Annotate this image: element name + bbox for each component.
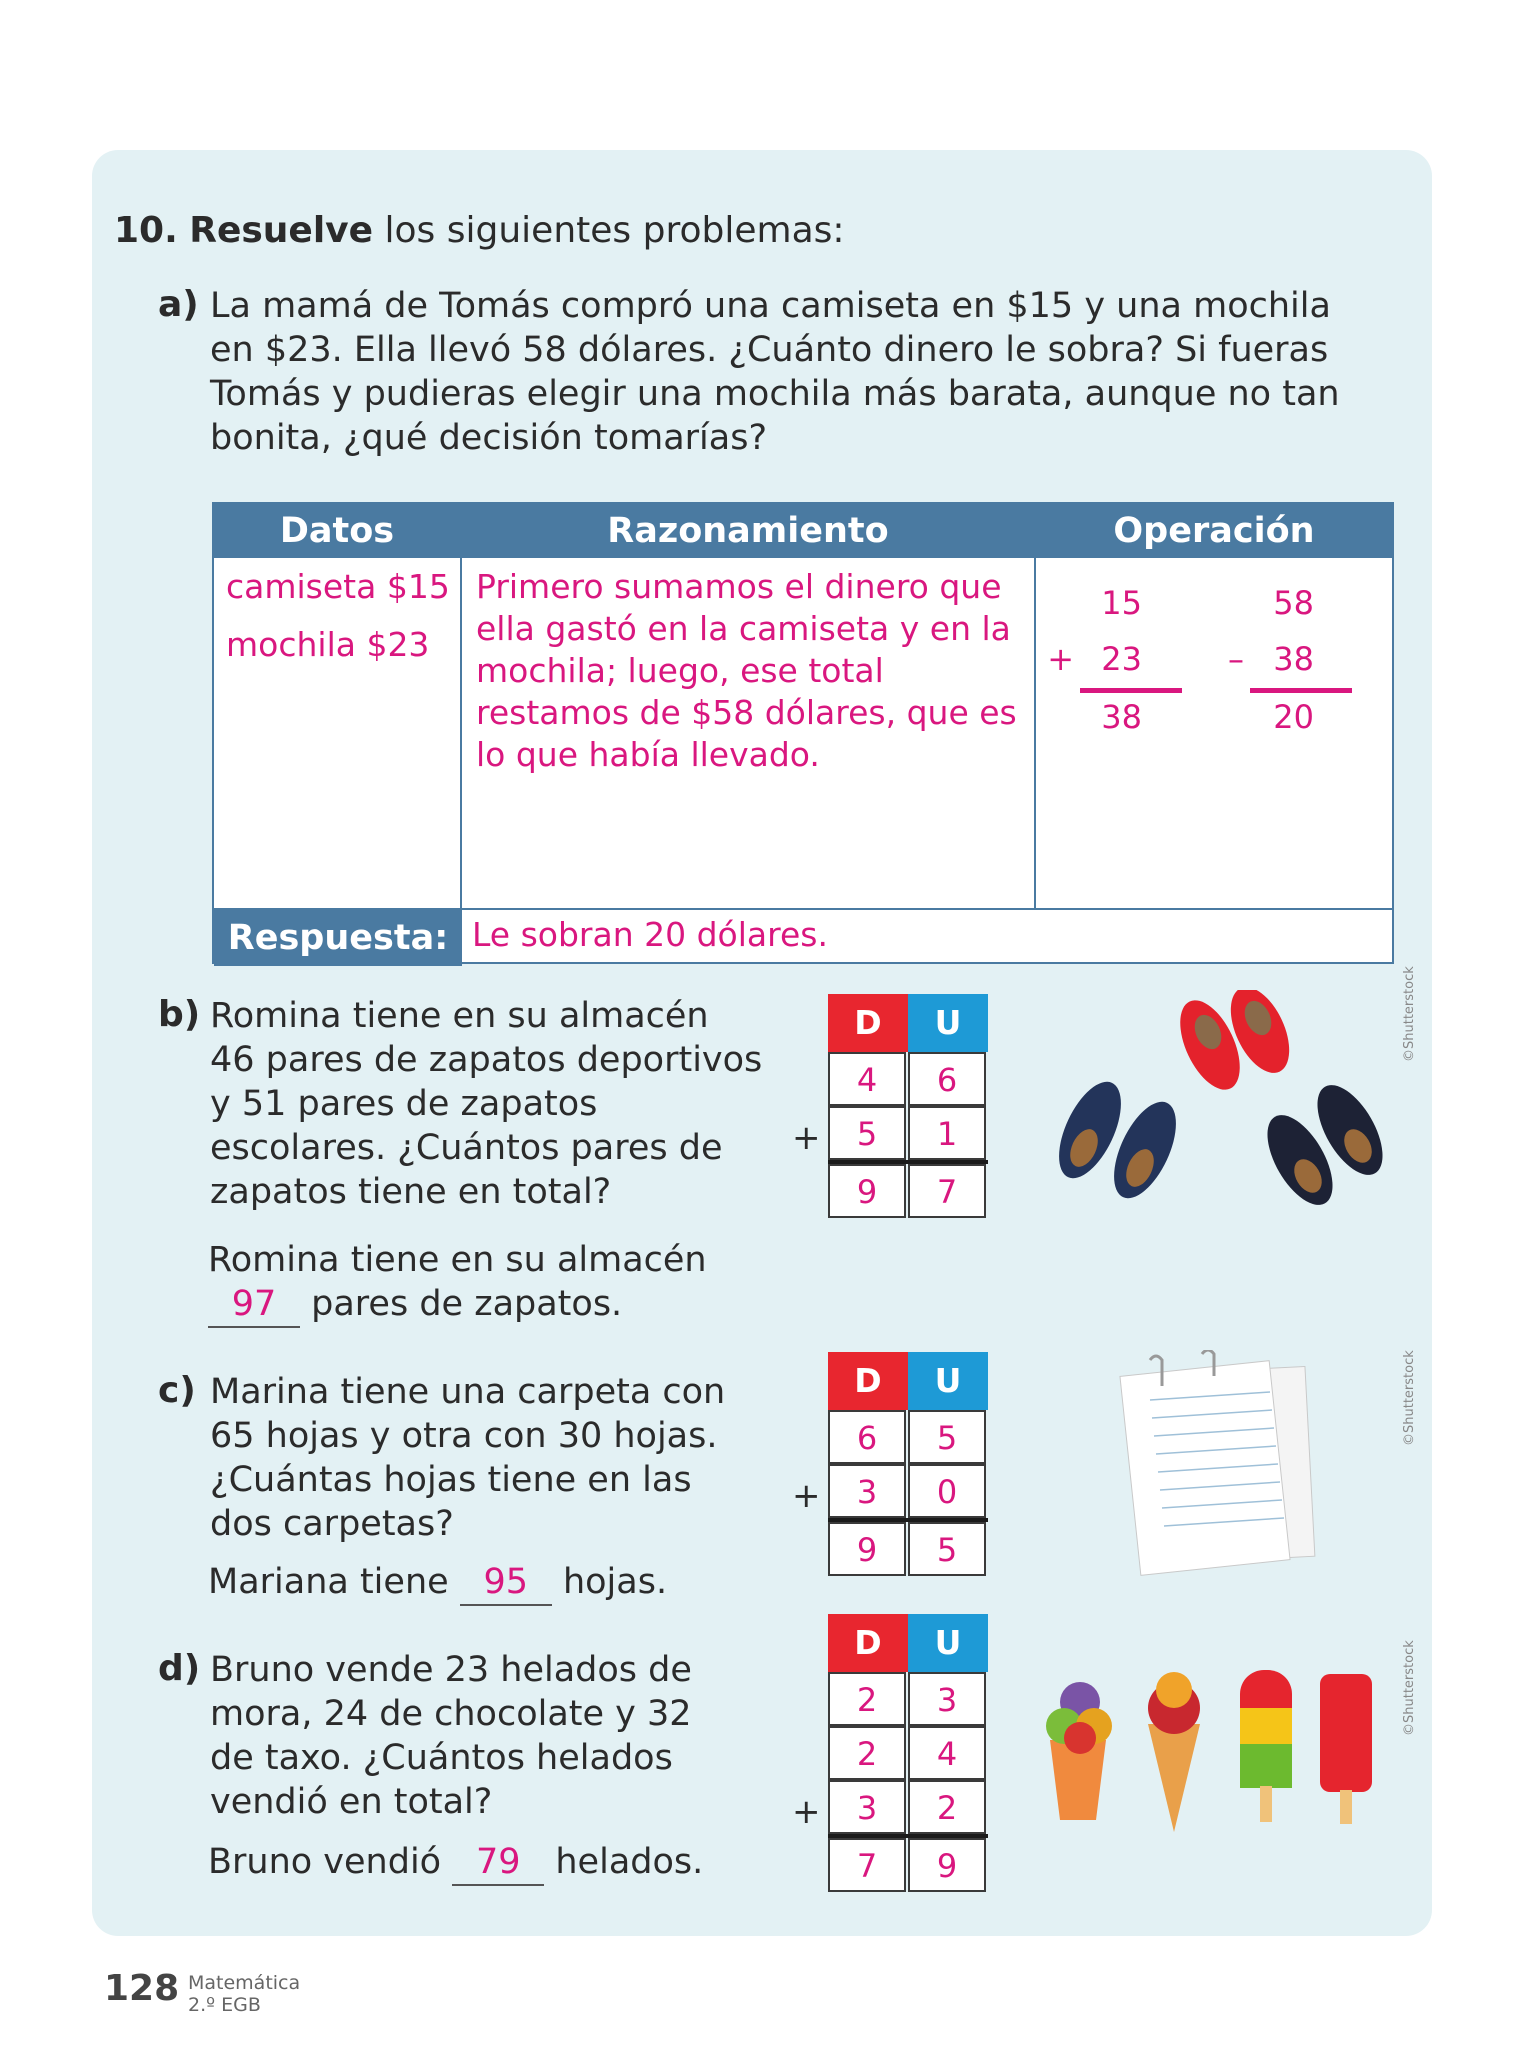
answer-text: Bruno vendió [208,1842,442,1882]
statement-line: vendió en total? [210,1782,493,1822]
digit-cell: 3 [828,1780,906,1834]
blue-sneakers [1050,1073,1189,1208]
part-c-label: c) [158,1370,196,1411]
answer-blank: 79 [452,1840,544,1886]
question-verb: Resuelve [189,210,374,251]
question-title [114,210,845,251]
op1-sign: + [1047,640,1074,678]
papers-illustration [1110,1350,1330,1580]
digit-cell: 5 [908,1410,986,1464]
part-b-label: b) [158,994,201,1035]
op1-result: 38 [1101,698,1142,736]
ice-cream-illustration [1040,1660,1380,1840]
unidades-header: U [908,1352,988,1410]
column-divider [460,504,462,908]
op2-sign: – [1228,640,1244,678]
statement-line: mora, 24 de chocolate y 32 [210,1694,692,1734]
black-sneakers [1254,1075,1390,1216]
page-number: 128 [104,1968,180,2009]
rainbow-popsicle-icon [1240,1670,1292,1822]
statement-line: de taxo. ¿Cuántos helados [210,1738,673,1778]
image-credit: ©Shutterstock [1402,1640,1417,1736]
statement-line: 65 hojas y otra con 30 hojas. [210,1416,718,1456]
digit-cell: 4 [828,1052,906,1106]
part-d-statement [210,1648,692,1824]
digit-cell: 6 [908,1052,986,1106]
waffle-cone-icon [1148,1672,1200,1832]
part-d-answer [208,1840,703,1886]
answer-blank: 97 [208,1282,300,1328]
digit-cell: 2 [828,1726,906,1780]
reasoning-line: Primero sumamos el dinero que [476,567,1002,606]
respuesta-row [214,908,1392,964]
part-b-statement [210,994,762,1214]
statement-line: zapatos tiene en total? [210,1172,612,1212]
reasoning-line: mochila; luego, ese total [476,651,884,690]
digit-cell: 1 [908,1106,986,1160]
reasoning-line: ella gastó en la camiseta y en la [476,609,1011,648]
part-c-statement [210,1370,725,1546]
answer-text: Romina tiene en su almacén [208,1240,707,1280]
result-cell: 7 [828,1838,906,1892]
result-cell: 9 [828,1164,906,1218]
part-d-label: d) [158,1648,201,1689]
result-cell: 9 [908,1838,986,1892]
razonamiento-cell [476,566,1017,776]
red-popsicle-icon [1320,1674,1372,1824]
statement-line: en $23. Ella llevó 58 dólares. ¿Cuánto dinero le sobra? Si fueras [210,330,1329,370]
part-b-answer [208,1238,707,1328]
result-cell: 9 [828,1522,906,1576]
decenas-header: D [828,1352,908,1410]
statement-line: Tomás y pudieras elegir una mochila más barata, aunque no tan [210,374,1340,414]
result-cell: 7 [908,1164,986,1218]
digit-cell: 3 [828,1464,906,1518]
statement-line: Marina tiene una carpeta con [210,1372,726,1412]
question-number: 10. [114,210,178,251]
column-divider [1034,504,1036,908]
respuesta-value: Le sobran 20 dólares. [472,915,828,954]
footer-subject: Matemática [188,1972,301,1994]
answer-text: Mariana tiene [208,1562,449,1602]
statement-line: Romina tiene en su almacén [210,996,709,1036]
plus-sign: + [792,1476,821,1516]
digit-cell: 4 [908,1726,986,1780]
header-razonamiento: Razonamiento [462,504,1034,558]
reasoning-line: restamos de $58 dólares, que es [476,693,1017,732]
op2-mid: 38 [1273,640,1314,678]
dato-item: mochila $23 [226,625,430,664]
problem-table [212,502,1394,964]
plus-sign: + [792,1792,821,1832]
decenas-header: D [828,1614,908,1672]
statement-line: ¿Cuántas hojas tiene en las [210,1460,692,1500]
digit-cell: 6 [828,1410,906,1464]
reasoning-line: lo que había llevado. [476,735,820,774]
op1-line [1080,688,1182,693]
answer-text: hojas. [562,1562,668,1602]
digit-cell: 2 [908,1780,986,1834]
answer-text: pares de zapatos. [311,1284,623,1324]
op2-top: 58 [1273,584,1314,622]
header-datos: Datos [214,504,460,558]
cup-cone-icon [1046,1682,1112,1820]
result-cell: 5 [908,1522,986,1576]
image-credit: ©Shutterstock [1402,1350,1417,1446]
red-sneakers [1168,990,1301,1099]
footer-info [188,1972,300,2016]
unidades-header: U [908,994,988,1052]
statement-line: La mamá de Tomás compró una camiseta en $15 y una mochila [210,286,1331,326]
digit-cell: 0 [908,1464,986,1518]
datos-cell [226,566,450,666]
respuesta-label: Respuesta: [214,910,462,966]
statement-line: escolares. ¿Cuántos pares de [210,1128,723,1168]
op2-line [1250,688,1352,693]
part-a-statement [210,284,1340,460]
image-credit: ©Shutterstock [1402,966,1417,1062]
digit-cell: 2 [828,1672,906,1726]
answer-text: helados. [555,1842,704,1882]
header-operacion: Operación [1036,504,1392,558]
op2-result: 20 [1273,698,1314,736]
part-a-label: a) [158,284,199,325]
footer-grade: 2.º EGB [188,1994,261,2016]
statement-line: bonita, ¿qué decisión tomarías? [210,418,768,458]
shoes-illustration [1050,990,1390,1220]
part-c-answer [208,1560,667,1606]
op1-mid: 23 [1101,640,1142,678]
answer-blank: 95 [460,1560,552,1606]
statement-line: y 51 pares de zapatos [210,1084,598,1124]
plus-sign: + [792,1118,821,1158]
digit-cell: 5 [828,1106,906,1160]
decenas-header: D [828,994,908,1052]
statement-line: Bruno vende 23 helados de [210,1650,692,1690]
unidades-header: U [908,1614,988,1672]
statement-line: 46 pares de zapatos deportivos [210,1040,763,1080]
digit-cell: 3 [908,1672,986,1726]
statement-line: dos carpetas? [210,1504,454,1544]
question-instruction: los siguientes problemas: [384,210,845,251]
dato-item: camiseta $15 [226,567,450,606]
op1-top: 15 [1101,584,1142,622]
